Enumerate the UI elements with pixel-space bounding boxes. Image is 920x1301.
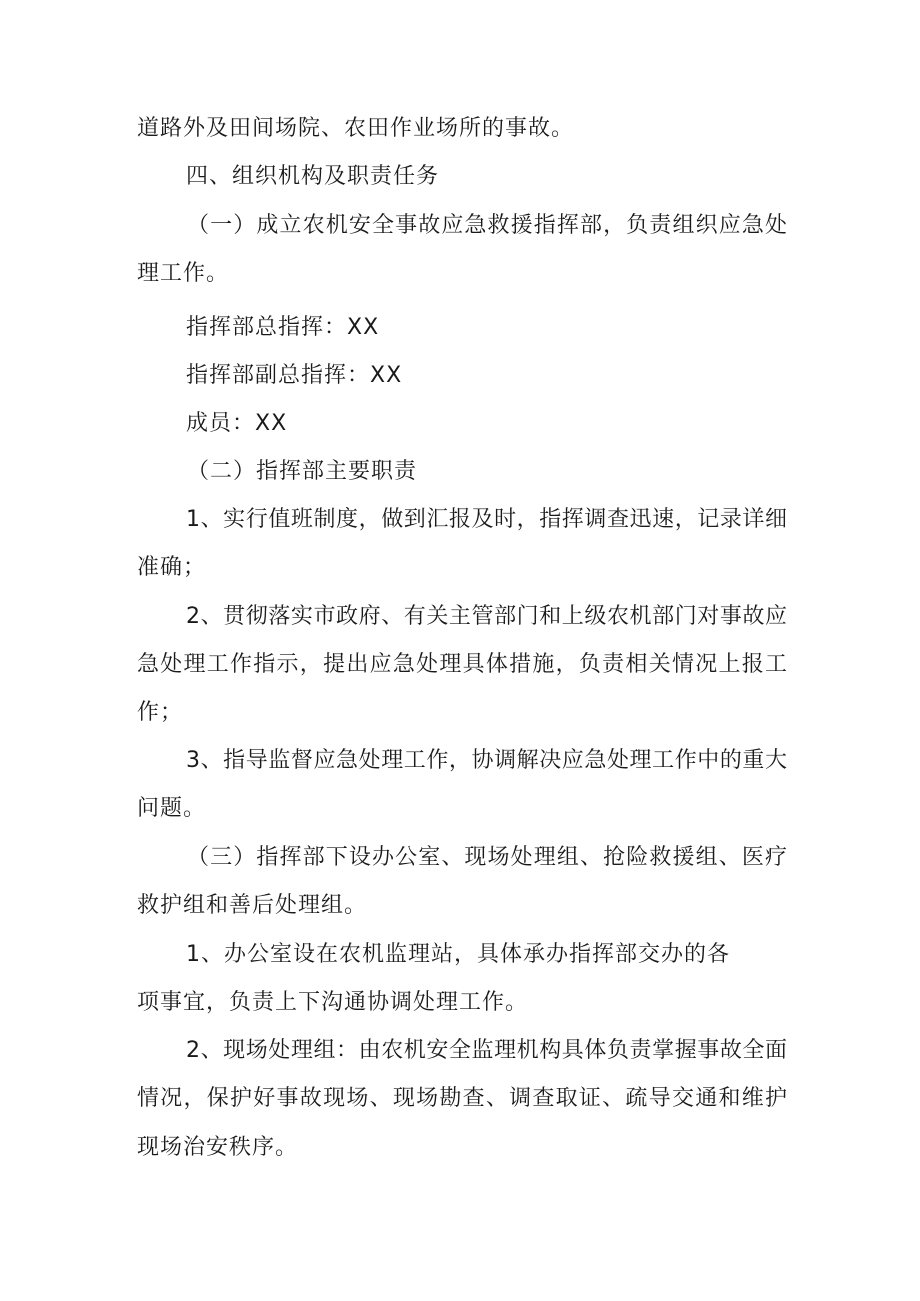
text-line: 作； bbox=[137, 700, 184, 725]
text-line: 2、贯彻落实市政府、有关主管部门和上级农机部门对事故应 bbox=[186, 604, 787, 629]
subsection-heading: （一）成立农机安全事故应急救援指挥部，负责组织应急处 bbox=[187, 213, 787, 238]
text-line: 救护组和善后处理组。 bbox=[137, 893, 368, 918]
subsection-heading: （二）指挥部主要职责 bbox=[187, 459, 418, 484]
text-line: 成员：XX bbox=[186, 411, 288, 436]
text-line: 问题。 bbox=[137, 796, 207, 821]
text-line: 情况，保护好事故现场、现场勘查、调查取证、疏导交通和维护 bbox=[137, 1086, 787, 1111]
text-line: 现场治安秩序。 bbox=[137, 1135, 299, 1160]
text-line: 2、现场处理组：由农机安全监理机构具体负责掌握事故全面 bbox=[186, 1038, 787, 1063]
text-line: 指挥部总指挥：XX bbox=[186, 315, 380, 340]
section-heading: 四、组织机构及职责任务 bbox=[186, 164, 440, 189]
text-line: 1、办公室设在农机监理站，具体承办指挥部交办的各 bbox=[186, 942, 730, 967]
text-line: 准确； bbox=[137, 555, 207, 580]
text-line: 急处理工作指示，提出应急处理具体措施，负责相关情况上报工 bbox=[137, 652, 787, 677]
text-line: 3、指导监督应急处理工作，协调解决应急处理工作中的重大 bbox=[186, 748, 787, 773]
text-line: 指挥部副总指挥：XX bbox=[186, 363, 403, 388]
text-line: 道路外及田间场院、农田作业场所的事故。 bbox=[137, 116, 575, 141]
text-line: 项事宜，负责上下沟通协调处理工作。 bbox=[137, 990, 529, 1015]
text-line: 1、实行值班制度，做到汇报及时，指挥调查迅速，记录详细 bbox=[186, 507, 787, 532]
text-line: 理工作。 bbox=[137, 261, 230, 286]
subsection-heading: （三）指挥部下设办公室、现场处理组、抢险救援组、医疗 bbox=[187, 845, 787, 870]
